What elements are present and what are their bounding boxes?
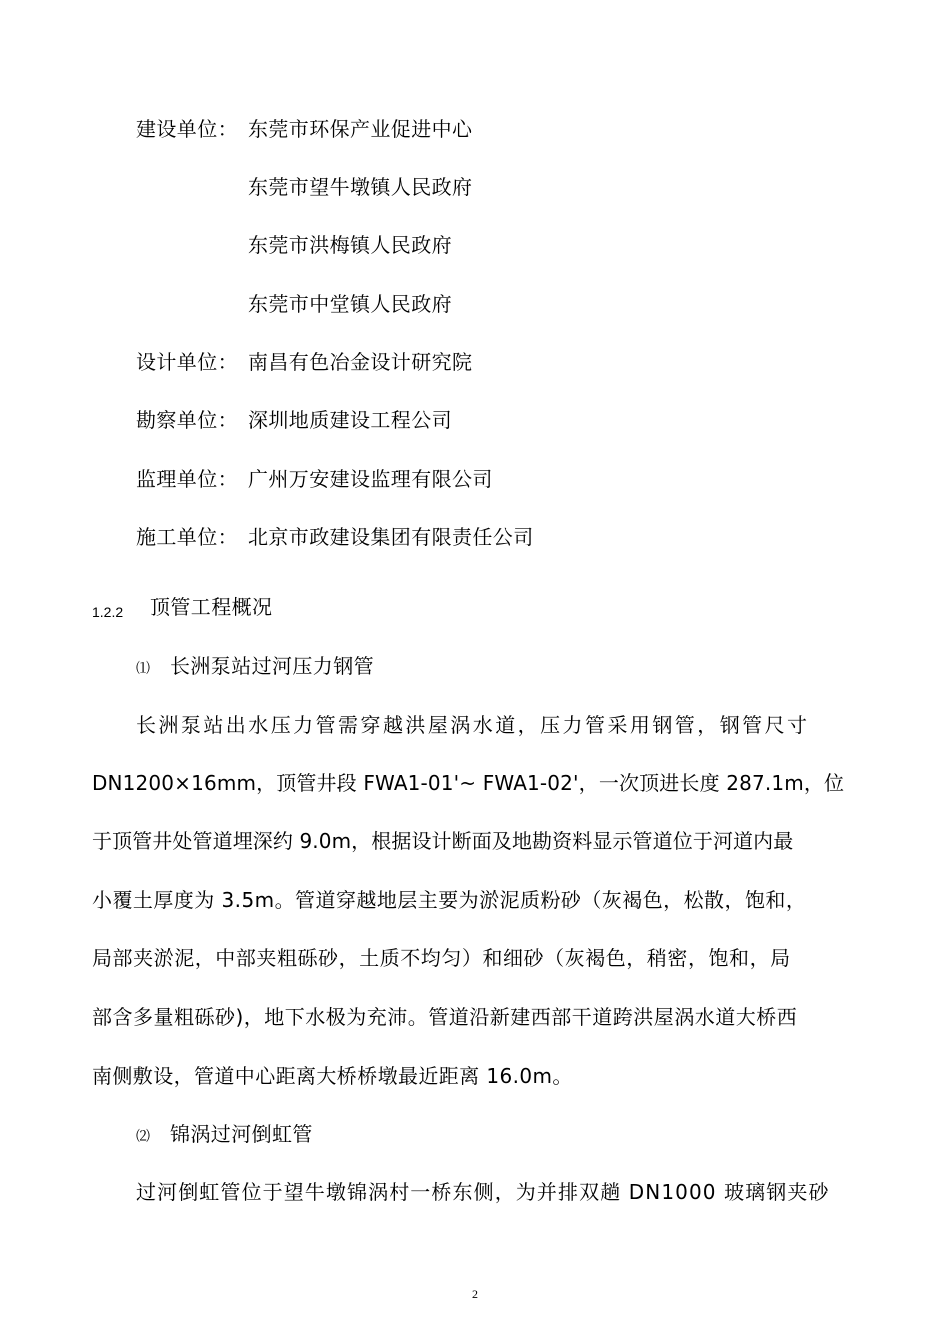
survey-unit-value: 深圳地质建设工程公司 [248, 408, 452, 432]
construction-unit-value-4: 东莞市中堂镇人民政府 [248, 292, 452, 316]
construction-unit-label: 建设单位： [136, 117, 238, 141]
survey-unit-label: 勘察单位： [136, 408, 238, 432]
section-title: 顶管工程概况 [150, 595, 273, 619]
item1-number: ⑴ [136, 660, 150, 676]
builder-unit-label: 施工单位： [136, 525, 238, 549]
item2-title: 锦涡过河倒虹管 [170, 1122, 313, 1146]
item1-paragraph-line-5: 局部夹淤泥，中部夹粗砾砂，土质不均匀）和细砂（灰褐色，稍密，饱和，局 [92, 946, 791, 970]
item1-paragraph-line-3: 于顶管井处管道埋深约 9.0m，根据设计断面及地勘资料显示管道位于河道内最 [92, 829, 794, 853]
design-unit-value: 南昌有色冶金设计研究院 [248, 350, 473, 374]
design-unit-label: 设计单位： [136, 350, 238, 374]
builder-unit-value: 北京市政建设集团有限责任公司 [248, 525, 534, 549]
supervision-unit-label: 监理单位： [136, 467, 238, 491]
item1-title: 长洲泵站过河压力钢管 [170, 654, 374, 678]
construction-unit-value-2: 东莞市望牛墩镇人民政府 [248, 175, 473, 199]
item1-paragraph-line-6: 部含多量粗砾砂)，地下水极为充沛。管道沿新建西部干道跨洪屋涡水道大桥西 [92, 1005, 798, 1029]
construction-unit-value-1: 东莞市环保产业促进中心 [248, 117, 473, 141]
item1-paragraph-line-1: 长洲泵站出水压力管需穿越洪屋涡水道，压力管采用钢管，钢管尺寸 [136, 713, 810, 737]
item1-paragraph-line-4: 小覆土厚度为 3.5m。管道穿越地层主要为淤泥质粉砂（灰褐色，松散，饱和， [92, 888, 807, 912]
section-number: 1.2.2 [92, 604, 124, 620]
item2-paragraph-line-1: 过河倒虹管位于望牛墩锦涡村一桥东侧，为并排双趟 DN1000 玻璃钢夹砂 [136, 1180, 830, 1204]
item2-number: ⑵ [136, 1128, 150, 1144]
item1-paragraph-line-2: DN1200×16mm，顶管井段 FWA1-01'~ FWA1-02'，一次顶进长度 287.1m，位 [92, 771, 845, 795]
construction-unit-value-3: 东莞市洪梅镇人民政府 [248, 233, 452, 257]
supervision-unit-value: 广州万安建设监理有限公司 [248, 467, 493, 491]
page-number: 2 [472, 1287, 478, 1301]
item1-paragraph-line-7: 南侧敷设，管道中心距离大桥桥墩最近距离 16.0m。 [92, 1064, 573, 1088]
